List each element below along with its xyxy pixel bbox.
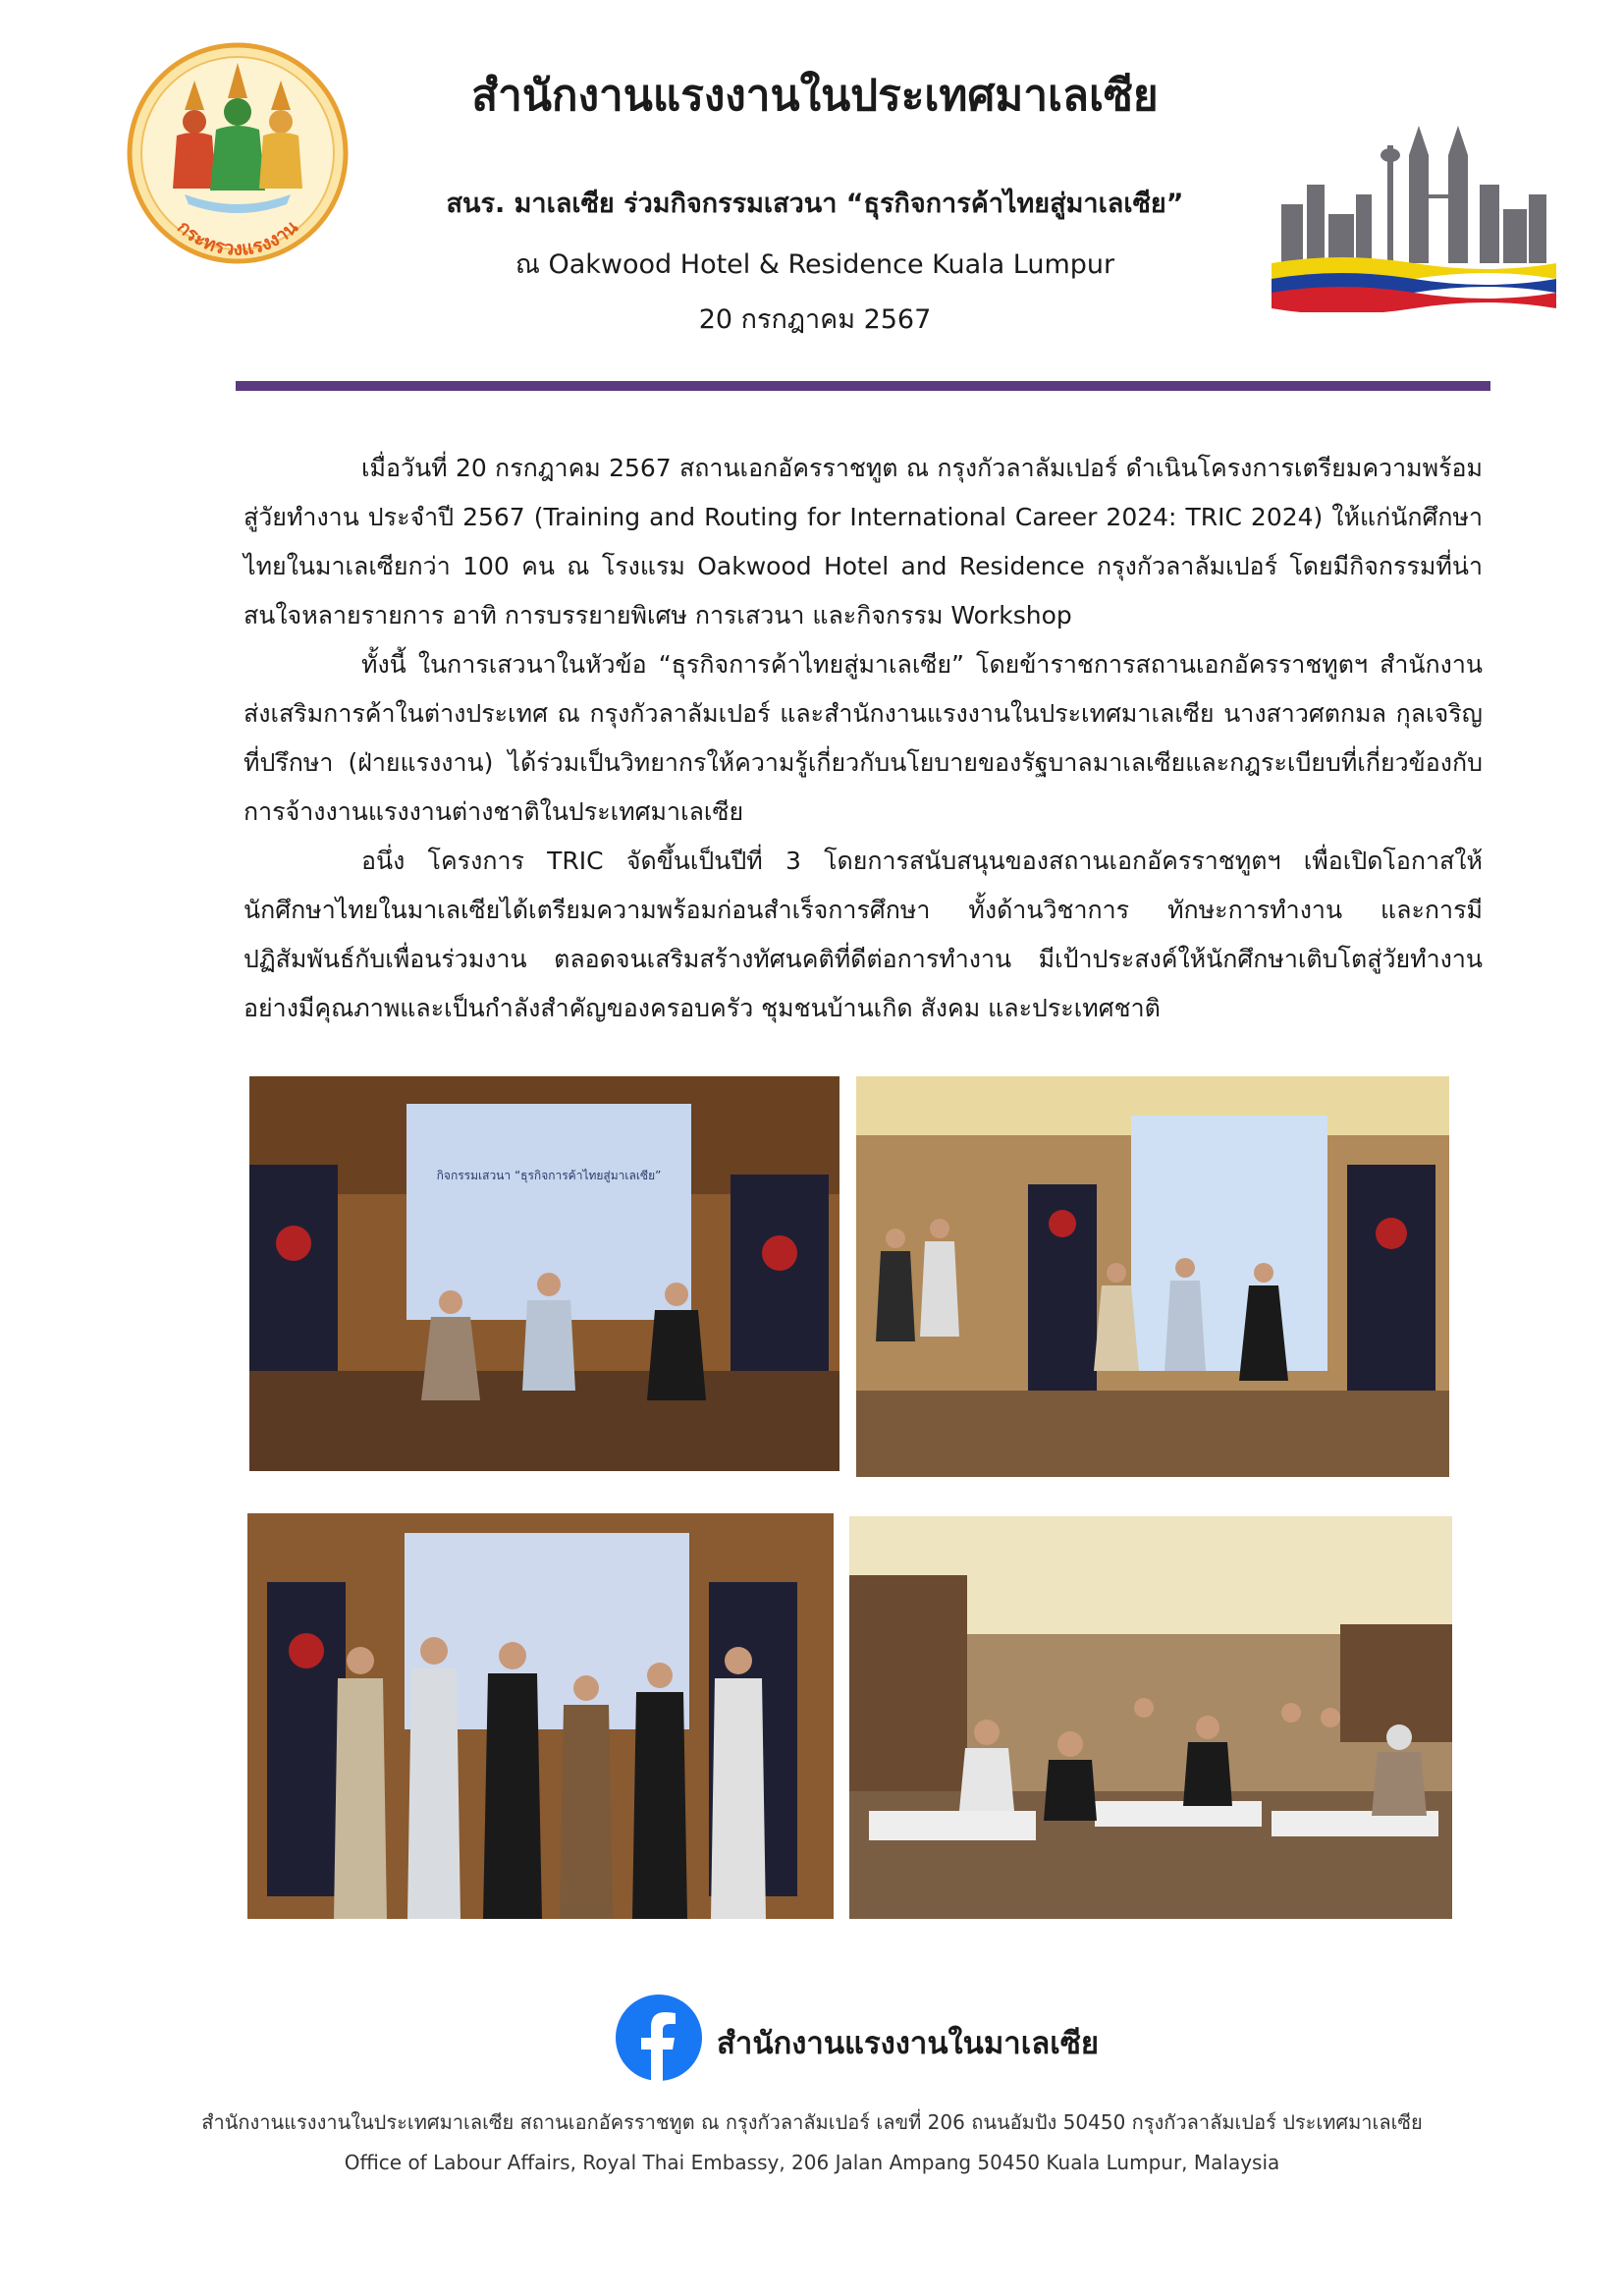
- page-subtitle: สนร. มาเลเซีย ร่วมกิจกรรมเสวนา “ธุรกิจการค้าไทยสู่มาเลเซีย”: [446, 189, 1184, 219]
- event-photo-panel-discussion: [249, 1076, 839, 1471]
- facebook-page-name[interactable]: สำนักงานแรงงานในมาเลเซีย: [717, 2026, 1100, 2061]
- screen-text: กิจกรรมเสวนา “ธุรกิจการค้าไทยสู่มาเลเซีย”: [436, 1169, 662, 1182]
- ministry-of-labour-logo: [126, 41, 350, 265]
- event-location: ณ Oakwood Hotel & Residence Kuala Lumpur: [514, 249, 1115, 280]
- event-photo-audience: [849, 1516, 1452, 1919]
- paragraph: อนึ่ง โครงการ TRIC จัดขึ้นเป็นปีที่ 3 โดยการสนับสนุนของสถานเอกอัครราชทูตฯ เพื่อเปิดโอกาสให้นักศึกษาไทยในมาเลเซียได้เตรียมความพร้อมก่อนสำเร็จการศึกษา ทั้งด้านวิชาการ ทักษะการทำงาน และการมีปฏิสัมพันธ์กับเพื่อนร่วมงาน ตลอดจนเสริมสร้างทัศนคติที่ดีต่อการทำงาน มีเป้าประสงค์ให้นักศึกษาเติบโตสู่วัยทำงานอย่างมีคุณภาพและเป็นกำลังสำคัญของครอบครัว ชุมชนบ้านเกิด สังคม และประเทศชาติ: [244, 847, 1483, 1022]
- paragraph: เมื่อวันที่ 20 กรกฎาคม 2567 สถานเอกอัครราชทูต ณ กรุงกัวลาลัมเปอร์ ดำเนินโครงการเตรียมความพร้อมสู่วัยทำงาน ประจำปี 2567 (Training and Routing for International Career 2024: TRIC 2024) ให้แก่นักศึกษาไทยในมาเลเซียกว่า 100 คน ณ โรงแรม Oakwood Hotel and Residence กรุงกัวลาลัมเปอร์ โดยมีกิจกรรมที่น่าสนใจหลายรายการ อาทิ การบรรยายพิเศษ การเสวนา และกิจกรรม Workshop: [244, 454, 1483, 629]
- paragraph: ทั้งนี้ ในการเสวนาในหัวข้อ “ธุรกิจการค้าไทยสู่มาเลเซีย” โดยข้าราชการสถานเอกอัครราชทูตฯ สำนักงานส่งเสริมการค้าในต่างประเทศ ณ กรุงกัวลาลัมเปอร์ และสำนักงานแรงงานในประเทศมาเลเซีย นางสาวศตกมล กุลเจริญ ที่ปรึกษา (ฝ่ายแรงงาน) ได้ร่วมเป็นวิทยากรให้ความรู้เกี่ยวกับนโยบายของรัฐบาลมาเลเซียและกฎระเบียบที่เกี่ยวข้องกับการจ้างงานแรงงานต่างชาติในประเทศมาเลเซีย: [244, 650, 1483, 826]
- footer-address-english: Office of Labour Affairs, Royal Thai Embassy, 206 Jalan Ampang 50450 Kuala Lumpur, Malaysia: [344, 2151, 1280, 2174]
- event-photo-panel-wide: [856, 1076, 1449, 1477]
- header-divider: [236, 381, 1490, 391]
- facebook-icon[interactable]: [616, 1995, 702, 2081]
- footer-address-thai: สำนักงานแรงงานในประเทศมาเลเซีย สถานเอกอัครราชทูต ณ กรุงกัวลาลัมเปอร์ เลขที่ 206 ถนนอัมปัง 50450 กรุงกัวลาลัมเปอร์ ประเทศมาเลเซีย: [201, 2110, 1423, 2134]
- logo-text: กระทรวงแรงงาน: [173, 216, 302, 260]
- event-photo-group: [247, 1513, 834, 1919]
- kuala-lumpur-skyline-graphic: [1272, 116, 1556, 312]
- page-title: สำนักงานแรงงานในประเทศมาเลเซีย: [471, 71, 1159, 121]
- event-date: 20 กรกฎาคม 2567: [698, 304, 932, 335]
- article-body: [244, 444, 1483, 1033]
